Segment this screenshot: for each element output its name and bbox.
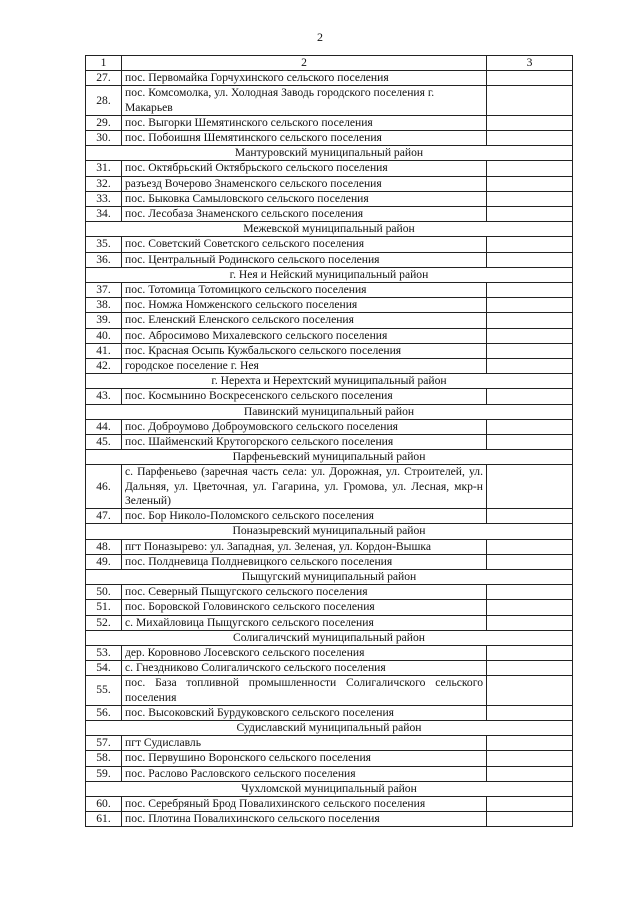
settlement-name: пос. Первушино Воронского сельского поселения	[122, 751, 487, 766]
row-number: 56.	[86, 705, 122, 720]
empty-cell	[487, 176, 573, 191]
row-number: 44.	[86, 419, 122, 434]
empty-cell	[487, 766, 573, 781]
district-section-row	[86, 146, 573, 161]
empty-cell	[487, 86, 573, 115]
empty-cell	[487, 796, 573, 811]
empty-cell	[487, 237, 573, 252]
district-section-row	[86, 781, 573, 796]
settlement-name: городское поселение г. Нея	[122, 359, 487, 374]
empty-cell	[487, 252, 573, 267]
table-row	[86, 539, 573, 554]
empty-cell	[487, 115, 573, 130]
row-number: 38.	[86, 298, 122, 313]
settlement-name: пос. Выгорки Шемятинского сельского поселения	[122, 115, 487, 130]
table-row	[86, 509, 573, 524]
row-number: 60.	[86, 796, 122, 811]
settlement-name: пос. База топливной промышленности Солигаличского сельского поселения	[122, 676, 487, 705]
table-row	[86, 554, 573, 569]
page-number: 2	[317, 30, 323, 44]
empty-cell	[487, 313, 573, 328]
table-row	[86, 207, 573, 222]
row-number: 47.	[86, 509, 122, 524]
table-row	[86, 252, 573, 267]
table-row	[86, 389, 573, 404]
row-number: 53.	[86, 645, 122, 660]
settlement-name: с. Гнездниково Солигаличского сельского поселения	[122, 661, 487, 676]
empty-cell	[487, 207, 573, 222]
settlement-name: пгт Судиславль	[122, 736, 487, 751]
settlement-name: дер. Коровново Лосевского сельского поселения	[122, 645, 487, 660]
settlement-name: пос. Первомайка Горчухинского сельского поселения	[122, 71, 487, 86]
empty-cell	[487, 509, 573, 524]
settlement-name: пос. Космынино Воскресенского сельского поселения	[122, 389, 487, 404]
settlement-name: пос. Доброумово Доброумовского сельского поселения	[122, 419, 487, 434]
table-row	[86, 115, 573, 130]
empty-cell	[487, 389, 573, 404]
settlement-name: пгт Поназырево: ул. Западная, ул. Зеленая, ул. Кордон-Вышка	[122, 539, 487, 554]
settlement-name: пос. Еленский Еленского сельского поселения	[122, 313, 487, 328]
district-name: Пыщугский муниципальный район	[86, 569, 573, 584]
empty-cell	[487, 812, 573, 827]
row-number: 42.	[86, 359, 122, 374]
row-number: 34.	[86, 207, 122, 222]
table-row	[86, 131, 573, 146]
table-row	[86, 71, 573, 86]
empty-cell	[487, 705, 573, 720]
settlement-name: пос. Бор Николо-Поломского сельского поселения	[122, 509, 487, 524]
settlement-name: с. Парфеньево (заречная часть села: ул. Дорожная, ул. Строителей, ул. Дальняя, ул. Цветочная, ул. Гагарина, ул. Громова, ул. Лесная, мкр-н Зеленый)	[122, 465, 487, 509]
empty-cell	[487, 435, 573, 450]
table-row	[86, 812, 573, 827]
settlement-name: пос. Раслово Расловского сельского поселения	[122, 766, 487, 781]
table-body	[86, 71, 573, 827]
row-number: 35.	[86, 237, 122, 252]
settlement-name: пос. Быковка Самыловского сельского поселения	[122, 191, 487, 206]
row-number: 46.	[86, 465, 122, 509]
district-section-row	[86, 404, 573, 419]
empty-cell	[487, 161, 573, 176]
empty-cell	[487, 554, 573, 569]
district-name: Мантуровский муниципальный район	[86, 146, 573, 161]
settlement-name: пос. Лесобаза Знаменского сельского поселения	[122, 207, 487, 222]
table-row	[86, 328, 573, 343]
table-row	[86, 736, 573, 751]
table-row	[86, 86, 573, 115]
settlement-name: пос. Октябрьский Октябрьского сельского поселения	[122, 161, 487, 176]
district-section-row	[86, 630, 573, 645]
empty-cell	[487, 465, 573, 509]
table-row	[86, 343, 573, 358]
table-row	[86, 751, 573, 766]
table-row	[86, 176, 573, 191]
empty-cell	[487, 615, 573, 630]
table-header-row	[86, 56, 573, 71]
empty-cell	[487, 676, 573, 705]
empty-cell	[487, 359, 573, 374]
row-number: 33.	[86, 191, 122, 206]
empty-cell	[487, 600, 573, 615]
table-row	[86, 661, 573, 676]
table-row	[86, 298, 573, 313]
row-number: 52.	[86, 615, 122, 630]
district-name: Павинский муниципальный район	[86, 404, 573, 419]
district-section-row	[86, 267, 573, 282]
settlement-name: пос. Северный Пыщугского сельского поселения	[122, 585, 487, 600]
district-section-row	[86, 524, 573, 539]
row-number: 51.	[86, 600, 122, 615]
empty-cell	[487, 736, 573, 751]
district-section-row	[86, 720, 573, 735]
settlement-name: пос. Шайменский Крутогорского сельского поселения	[122, 435, 487, 450]
table-row	[86, 600, 573, 615]
table-row	[86, 465, 573, 509]
row-number: 43.	[86, 389, 122, 404]
district-section-row	[86, 450, 573, 465]
table-row	[86, 419, 573, 434]
row-number: 27.	[86, 71, 122, 86]
settlement-name: пос. Комсомолка, ул. Холодная Заводь городского поселения г. Макарьев	[122, 86, 487, 115]
table-row	[86, 585, 573, 600]
row-number: 40.	[86, 328, 122, 343]
table-row	[86, 191, 573, 206]
row-number: 45.	[86, 435, 122, 450]
table-row	[86, 796, 573, 811]
settlement-name: пос. Советский Советского сельского поселения	[122, 237, 487, 252]
empty-cell	[487, 328, 573, 343]
settlement-name: пос. Центральный Родинского сельского поселения	[122, 252, 487, 267]
district-name: Межевской муниципальный район	[86, 222, 573, 237]
empty-cell	[487, 645, 573, 660]
row-number: 50.	[86, 585, 122, 600]
empty-cell	[487, 71, 573, 86]
row-number: 61.	[86, 812, 122, 827]
table-row	[86, 283, 573, 298]
settlement-name: разъезд Вочерово Знаменского сельского поселения	[122, 176, 487, 191]
empty-cell	[487, 585, 573, 600]
row-number: 32.	[86, 176, 122, 191]
row-number: 55.	[86, 676, 122, 705]
settlement-name: пос. Номжа Номженского сельского поселения	[122, 298, 487, 313]
settlement-name: пос. Плотина Повалихинского сельского поселения	[122, 812, 487, 827]
empty-cell	[487, 419, 573, 434]
district-name: г. Нея и Нейский муниципальный район	[86, 267, 573, 282]
row-number: 41.	[86, 343, 122, 358]
row-number: 30.	[86, 131, 122, 146]
row-number: 39.	[86, 313, 122, 328]
row-number: 29.	[86, 115, 122, 130]
district-name: Парфеньевский муниципальный район	[86, 450, 573, 465]
row-number: 36.	[86, 252, 122, 267]
empty-cell	[487, 539, 573, 554]
settlement-name: с. Михайловица Пыщугского сельского поселения	[122, 615, 487, 630]
district-name: Солигаличский муниципальный район	[86, 630, 573, 645]
table-row	[86, 645, 573, 660]
row-number: 54.	[86, 661, 122, 676]
settlement-name: пос. Тотомица Тотомицкого сельского поселения	[122, 283, 487, 298]
settlement-name: пос. Абросимово Михалевского сельского поселения	[122, 328, 487, 343]
district-name: Судиславский муниципальный район	[86, 720, 573, 735]
table-row	[86, 676, 573, 705]
row-number: 31.	[86, 161, 122, 176]
empty-cell	[487, 283, 573, 298]
empty-cell	[487, 343, 573, 358]
empty-cell	[487, 298, 573, 313]
settlement-name: пос. Серебряный Брод Повалихинского сельского поселения	[122, 796, 487, 811]
district-name: г. Нерехта и Нерехтский муниципальный район	[86, 374, 573, 389]
settlement-name: пос. Красная Осыпь Кужбальского сельского поселения	[122, 343, 487, 358]
header-col-1: 1	[86, 56, 122, 71]
header-col-2: 2	[122, 56, 487, 71]
district-section-row	[86, 222, 573, 237]
settlement-name: пос. Боровской Головинского сельского поселения	[122, 600, 487, 615]
row-number: 37.	[86, 283, 122, 298]
settlements-table	[85, 55, 573, 827]
table-row	[86, 435, 573, 450]
row-number: 57.	[86, 736, 122, 751]
district-section-row	[86, 569, 573, 584]
table-row	[86, 359, 573, 374]
table-row	[86, 161, 573, 176]
empty-cell	[487, 661, 573, 676]
table-row	[86, 237, 573, 252]
district-name: Поназыревский муниципальный район	[86, 524, 573, 539]
row-number: 58.	[86, 751, 122, 766]
table-row	[86, 766, 573, 781]
row-number: 59.	[86, 766, 122, 781]
row-number: 28.	[86, 86, 122, 115]
empty-cell	[487, 131, 573, 146]
header-col-3: 3	[487, 56, 573, 71]
row-number: 49.	[86, 554, 122, 569]
row-number: 48.	[86, 539, 122, 554]
table-row	[86, 705, 573, 720]
district-section-row	[86, 374, 573, 389]
table-row	[86, 313, 573, 328]
settlement-name: пос. Побоишня Шемятинского сельского поселения	[122, 131, 487, 146]
empty-cell	[487, 191, 573, 206]
settlement-name: пос. Высоковский Бурдуковского сельского поселения	[122, 705, 487, 720]
table-row	[86, 615, 573, 630]
settlement-name: пос. Полдневица Полдневицкого сельского поселения	[122, 554, 487, 569]
empty-cell	[487, 751, 573, 766]
district-name: Чухломской муниципальный район	[86, 781, 573, 796]
